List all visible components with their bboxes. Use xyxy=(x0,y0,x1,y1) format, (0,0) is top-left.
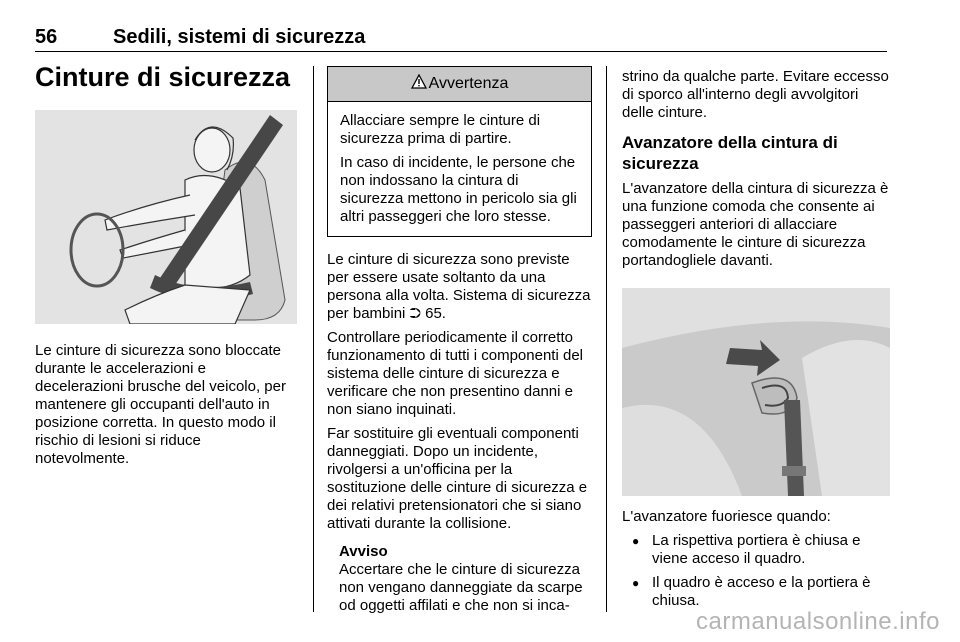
column-right xyxy=(622,56,890,642)
section-heading: Avanzatore della cintura di sicurezza xyxy=(622,133,838,173)
column-middle xyxy=(327,56,592,642)
condition-list xyxy=(622,532,890,610)
illustration-belt-presenter xyxy=(622,288,890,496)
watermark: carmanualsonline.info xyxy=(696,608,940,635)
column-divider xyxy=(606,66,607,612)
body-paragraph: L'avanzatore fuoriesce quando: xyxy=(622,508,831,525)
intro-paragraph: Le cinture di sicurezza sono bloccate durante le accelerazioni e decelerazioni brusche del veicolo, per mantenere gli occupanti dell'auto in posizione corretta. In questo modo il rischio di lesioni si riduce notevolmente. xyxy=(35,342,286,467)
page-ref-link[interactable]: 65. xyxy=(425,305,446,322)
body-paragraph: Controllare periodicamente il corretto funzionamento di tutti i componenti del sistema delle cinture di sicurezza e verificare che non presentino danni e non siano inquinati. xyxy=(327,329,583,418)
body-paragraph: strino da qualche parte. Evitare eccesso di sporco all'interno degli avvolgitori delle cinture. xyxy=(622,68,889,121)
page-ref-arrow-icon: ⮊ xyxy=(409,305,421,322)
warning-triangle-icon xyxy=(411,74,427,94)
page-title: Cinture di sicurezza xyxy=(35,62,291,92)
warning-text: Allacciare sempre le cinture di sicurezza prima di partire. xyxy=(340,112,541,147)
body-text: Le cinture di sicurezza sono previste per essere usate soltanto da una persona alla volta. Sistema di sicurezza per bambini xyxy=(327,251,591,322)
illustration-driver-seatbelt xyxy=(35,110,297,324)
body-paragraph: Far sostituire gli eventuali componenti danneggiati. Dopo un incidente, rivolgersi a un'officina per la sostituzione delle cinture di sicurezza e dei relativi pretensionatori che si siano attivati durante la collisione. xyxy=(327,425,588,532)
warning-text: In caso di incidente, le persone che non indossano la cintura di sicurezza mettono in pericolo sia gli altri passeggeri che loro stesse. xyxy=(340,154,577,225)
body-paragraph xyxy=(327,251,592,323)
warning-box xyxy=(327,66,592,237)
page-number: 56 xyxy=(35,26,58,48)
section-title: Sedili, sistemi di sicurezza xyxy=(113,26,366,48)
body-paragraph: L'avanzatore della cintura di sicurezza è una funzione comoda che consente ai passeggeri anteriori di allacciare comodamente le cinture di sicurezza portandogliele davanti. xyxy=(622,180,889,269)
column-left xyxy=(35,56,297,642)
list-item: ● La rispettiva portiera è chiusa e viene acceso il quadro. xyxy=(622,532,890,568)
note-text: Accertare che le cinture di sicurezza non vengano danneggiate da scarpe od oggetti affilati e che non si inca- xyxy=(339,561,583,614)
warning-title: Avvertenza xyxy=(428,75,509,92)
column-divider xyxy=(313,66,314,612)
note-block xyxy=(327,543,592,615)
page-header xyxy=(35,22,887,52)
list-item: ● Il quadro è acceso e la portiera è chiusa. xyxy=(622,574,890,610)
note-title: Avviso xyxy=(339,543,388,560)
warning-header xyxy=(328,67,591,102)
